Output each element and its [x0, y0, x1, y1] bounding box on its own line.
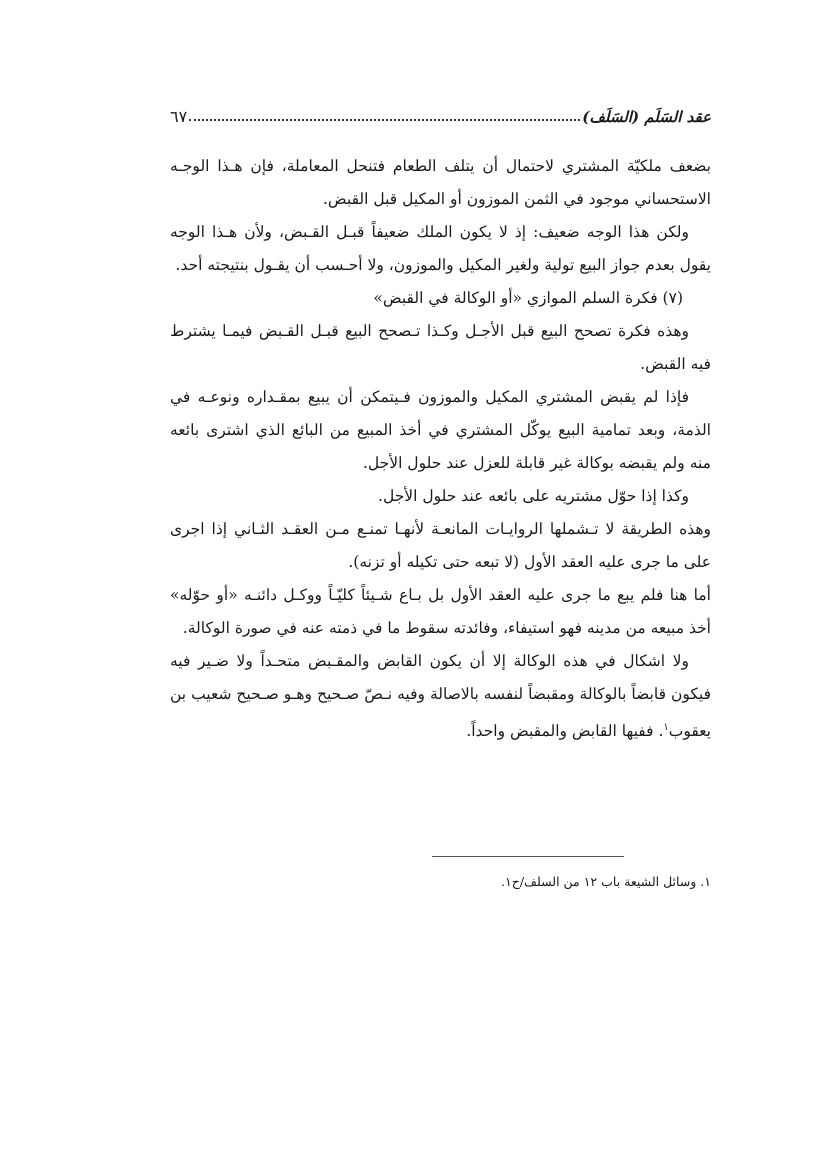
page-number: ٦٧ — [170, 107, 188, 126]
paragraph: وهذه فكرة تصحح البيع قبل الأجـل وكـذا تـصحح البيع قبـل القـبض فيمـا يشترط فيه القبض. — [170, 322, 711, 373]
paragraph: ولكن هذا الوجه ضعيف: إذ لا يكون الملك ضعيفاً قبـل القـبض، ولأن هـذا الوجه يقول بعدم جواز البيع تولية ولغير المكيل والموزون، ولا أحـسب أن يقـول بنتيجته أحد. — [170, 223, 711, 274]
footnote: ١. وسائل الشيعة باب ١٢ من السلف/ح١. — [501, 874, 711, 889]
header-title: عقد السَلَم (السَلَف) — [582, 108, 711, 126]
running-header — [170, 96, 711, 126]
paragraph: بضعف ملكيّة المشتري لاحتمال أن يتلف الطعام فتنحل المعاملة، فإن هـذا الوجـه الاستحساني موجود في الثمن الموزون أو المكيل قبل القبض. — [170, 157, 711, 208]
paragraph: فإذا لم يقبض المشتري المكيل والموزون فـيتمكن أن يبيع بمقـداره ونوعـه في الذمة، وبعد تمامية البيع يوكّل المشتري في أخذ المبيع من البائع الذي اشترى بائعه منه ولم يقبضه بوكالة غير قابلة للعزل عند حلول الأجل. — [170, 388, 711, 472]
section-heading: (٧) فكرة السلم الموازي «أو الوكالة في القبض» — [373, 289, 683, 307]
footnote-separator — [432, 856, 624, 857]
footnote-marker: ١ — [663, 722, 669, 733]
paragraph-text-end: . ففيها القابض والمقبض واحداً. — [466, 722, 664, 741]
body-text — [170, 150, 711, 748]
paragraph-text: ولا اشكال في هذه الوكالة إلا أن يكون القابض والمقـبض متحـداً ولا ضـير فيه فيكون قابضاً بالوكالة ومقبضاً لنفسه بالاصالة وفيه نـصّ صـحيح وهـو صـحيح شعيب بن يعقوب — [170, 652, 711, 741]
paragraph — [170, 645, 711, 748]
paragraph: وكذا إذا حوّل مشتريه على بائعه عند حلول الأجل. — [378, 487, 689, 505]
paragraph: وهذه الطريقة لا تـشملها الروايـات المانعـة لأنهـا تمنـع مـن العقـد الثـاني إذا اجرى على ما جرى عليه العقد الأول (لا تبعه حتى تكيله أو تزنه). — [170, 520, 711, 571]
paragraph: أما هنا فلم يبع ما جرى عليه العقد الأول بل بـاع شـيئاً كليّـاً ووكـل دائنـه «أو حوّله» أخذ مبيعه من مدينه فهو استيفاء، وفائدته سقوط ما في ذمته عنه في صورة الوكالة. — [170, 586, 711, 637]
header-leader-dots — [189, 119, 580, 121]
